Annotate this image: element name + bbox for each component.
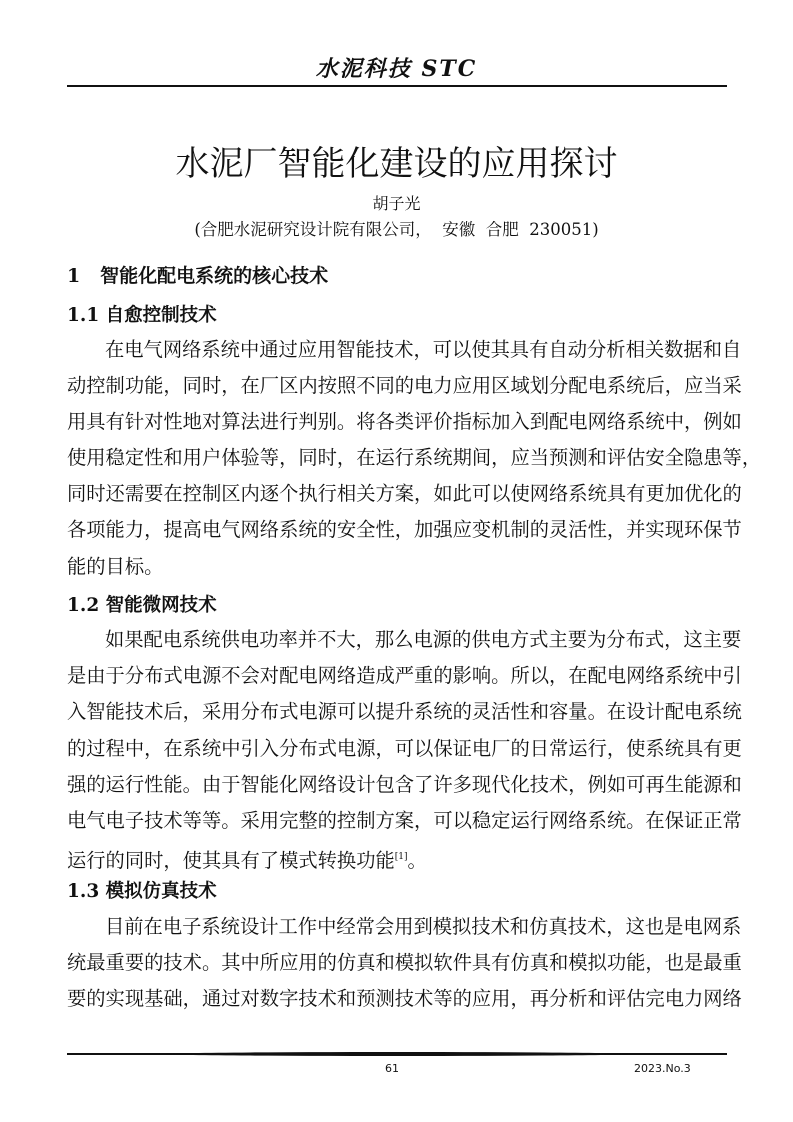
text-line xyxy=(67,845,727,872)
article-author: 胡子光 xyxy=(372,194,421,213)
text-line: 用具有针对性地对算法进行判别。将各类评价指标加入到配电网络系统中，例如 xyxy=(67,410,742,433)
journal-header: 水泥科技 STC xyxy=(315,56,478,82)
text-line: 各项能力，提高电气网络系统的安全性，加强应变机制的灵活性，并实现环保节 xyxy=(67,518,742,541)
issue-number: 2023.No.3 xyxy=(634,1062,691,1075)
text-line: 同时还需要在控制区内逐个执行相关方案，如此可以使网络系统具有更加优化的 xyxy=(67,482,742,505)
footer-rule xyxy=(67,1052,727,1056)
section-heading-1: 1 智能化配电系统的核心技术 xyxy=(67,265,329,287)
text-line: 目前在电子系统设计工作中经常会用到模拟技术和仿真技术，这也是电网系 xyxy=(105,915,742,938)
section-heading-1-1: 1.1 自愈控制技术 xyxy=(67,305,217,326)
text-line: 入智能技术后，采用分布式电源可以提升系统的灵活性和容量。在设计配电系统 xyxy=(67,700,742,723)
text-line: 是由于分布式电源不会对配电网络造成严重的影响。所以，在配电网络系统中引 xyxy=(67,664,742,687)
text-line: 动控制功能，同时，在厂区内按照不同的电力应用区域划分配电系统后，应当采 xyxy=(67,374,742,397)
text-line: 强的运行性能。由于智能化网络设计包含了许多现代化技术，例如可再生能源和 xyxy=(67,773,742,796)
page-number: 61 xyxy=(385,1062,399,1075)
text-line: 能的目标。 xyxy=(67,555,164,578)
citation-link[interactable]: [1] xyxy=(394,852,408,862)
text: 运行的同时，使其具有了模式转换功能 xyxy=(67,849,395,872)
section-heading-1-3: 1.3 模拟仿真技术 xyxy=(67,881,217,902)
text-line: 使用稳定性和用户体验等，同时，在运行系统期间，应当预测和评估安全隐患等， xyxy=(67,446,762,469)
section-heading-1-2: 1.2 智能微网技术 xyxy=(67,595,217,616)
text-line: 统最重要的技术。其中所应用的仿真和模拟软件具有仿真和模拟功能，也是最重 xyxy=(67,951,742,974)
text: 。 xyxy=(407,849,427,872)
text-line: 电气电子技术等等。采用完整的控制方案，可以稳定运行网络系统。在保证正常 xyxy=(67,809,742,832)
article-title: 水泥厂智能化建设的应用探讨 xyxy=(175,144,618,184)
header-rule xyxy=(67,85,727,87)
article-affiliation: (合肥水泥研究设计院有限公司， 安徽 合肥 230051) xyxy=(194,220,599,239)
text-line: 要的实现基础，通过对数字技术和预测技术等的应用，再分析和评估完电力网络 xyxy=(67,987,742,1010)
text-line: 的过程中，在系统中引入分布式电源，可以保证电厂的日常运行，使系统具有更 xyxy=(67,737,742,760)
text-line: 如果配电系统供电功率并不大，那么电源的供电方式主要为分布式，这主要 xyxy=(105,628,742,651)
text-line: 在电气网络系统中通过应用智能技术，可以使其具有自动分析相关数据和自 xyxy=(105,338,742,361)
